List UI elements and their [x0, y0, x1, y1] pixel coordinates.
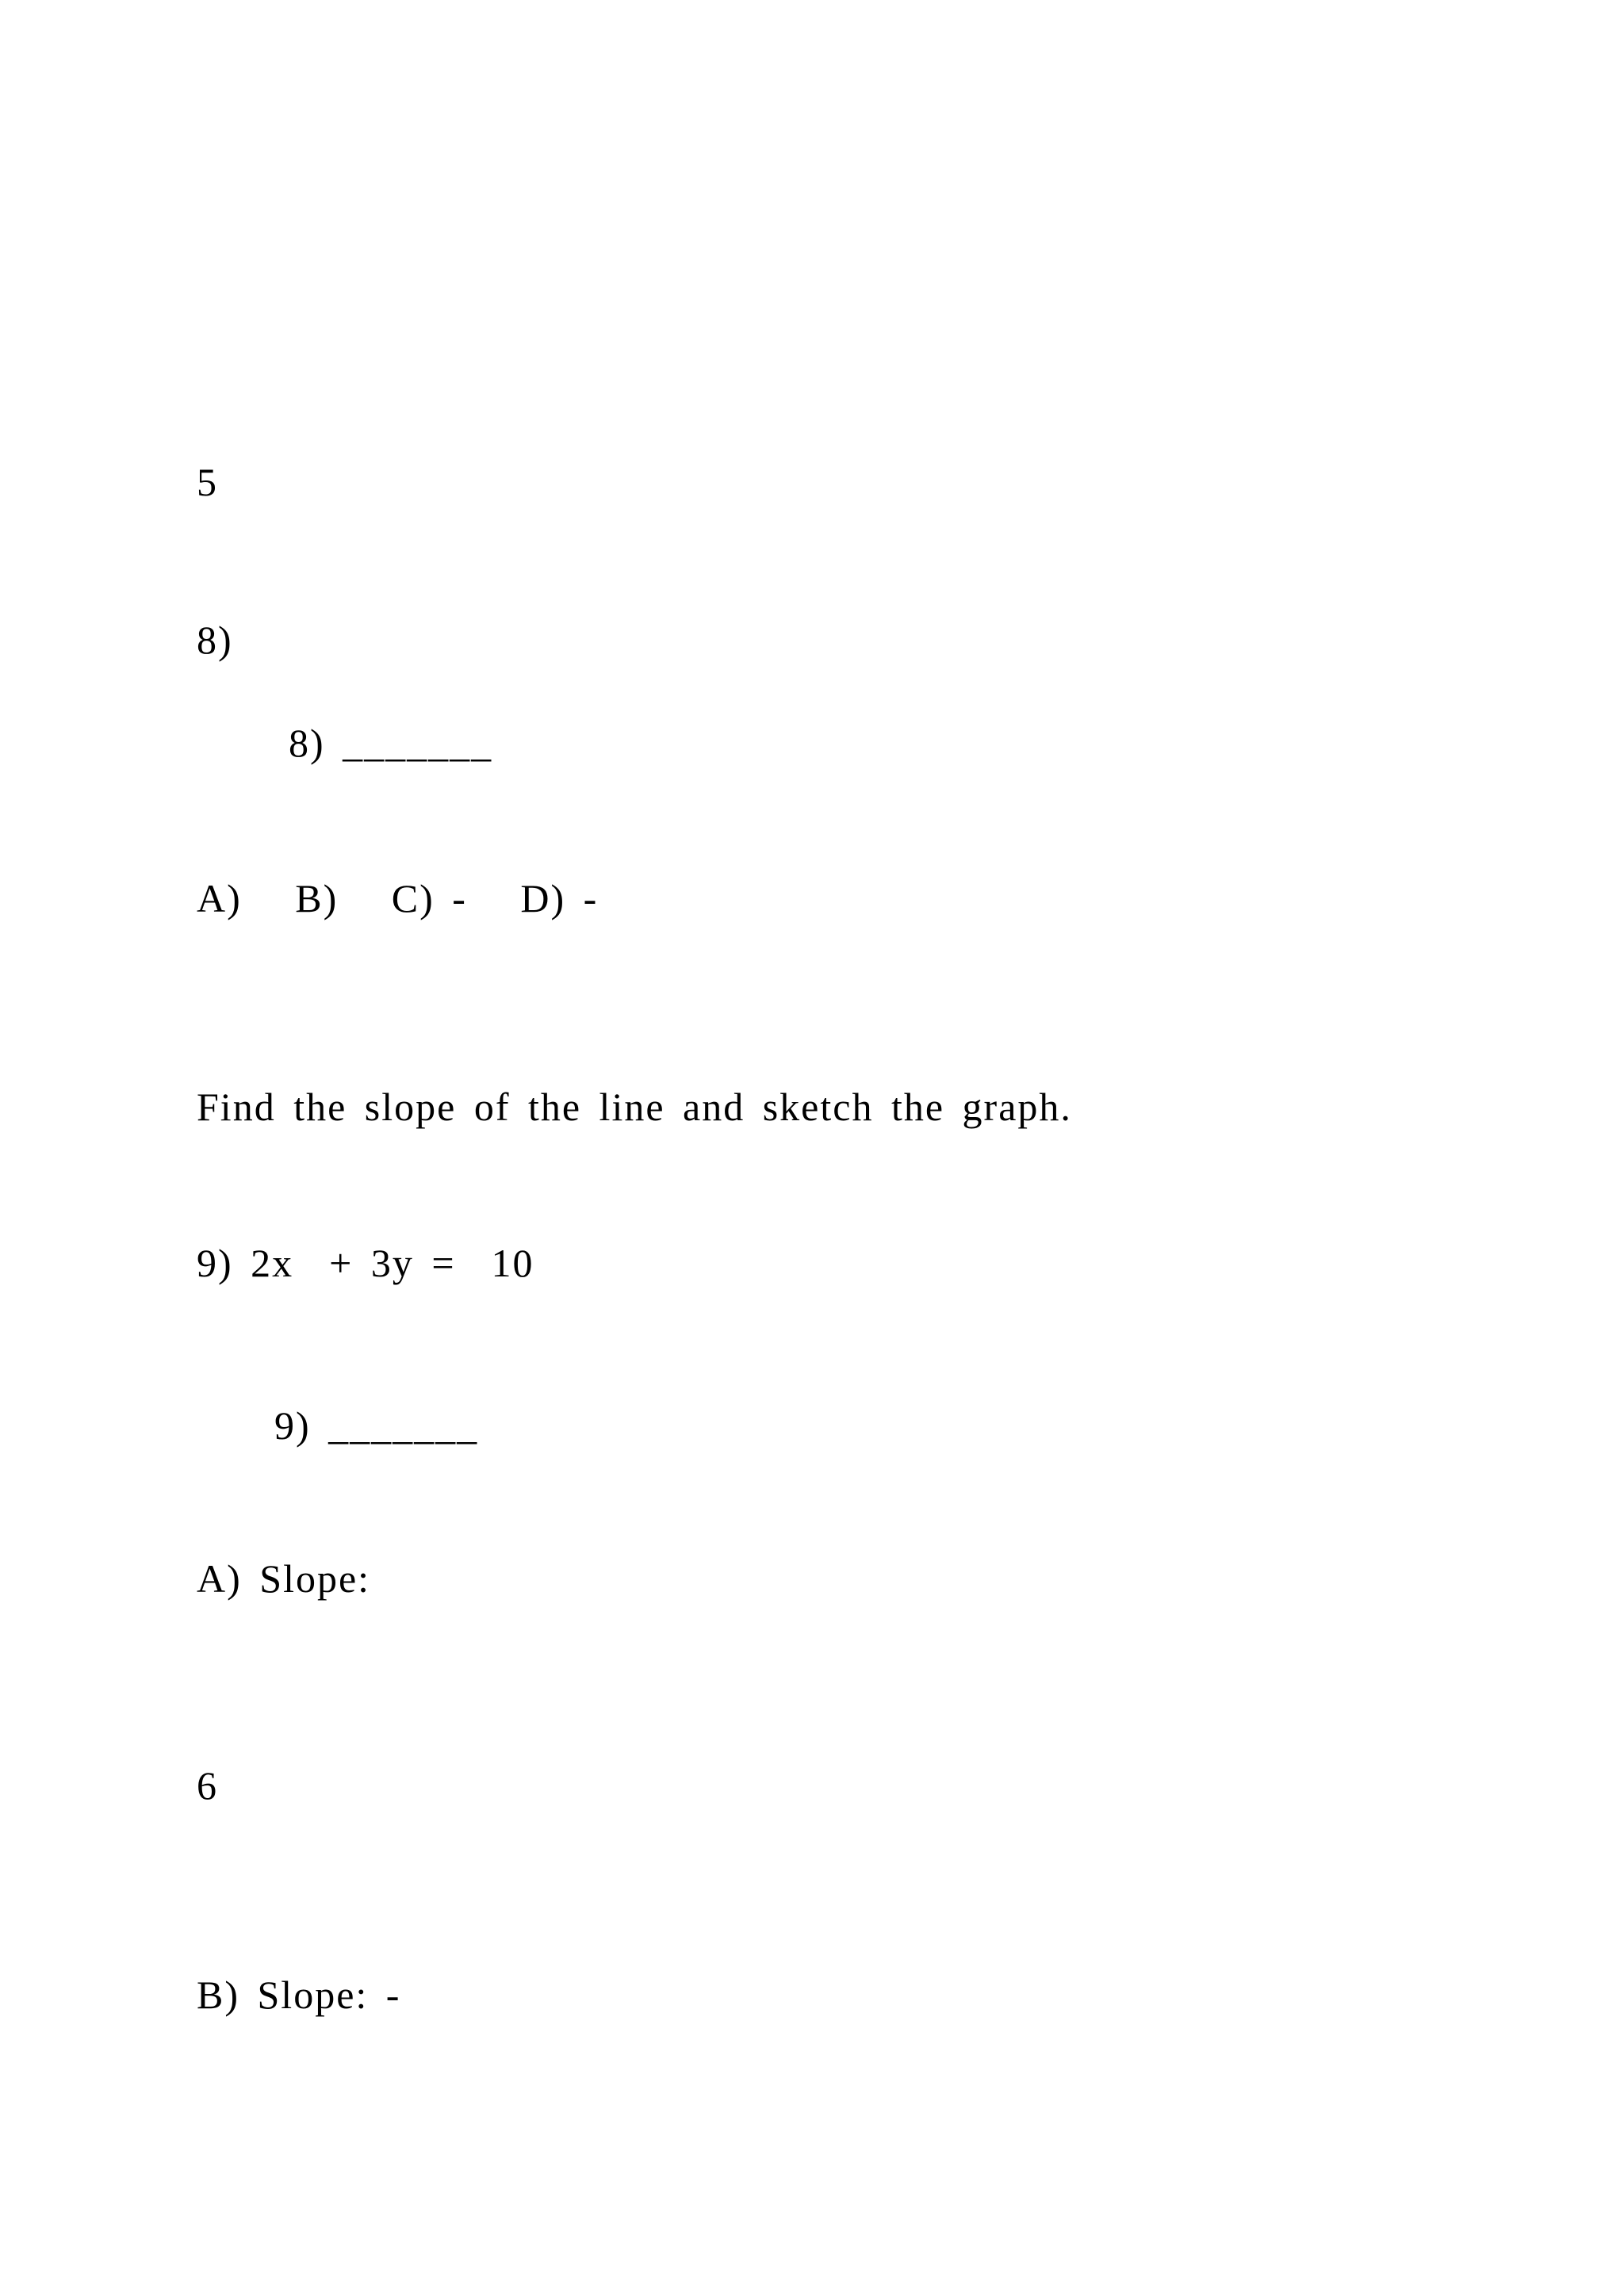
- question-9-answer-blank: 9) _______: [274, 1403, 479, 1448]
- question-8-number: 8): [197, 618, 233, 662]
- page-number: 5: [197, 460, 218, 504]
- instruction-text: Find the slope of the line and sketch the graph.: [197, 1085, 1072, 1129]
- page-number: 6: [197, 1763, 218, 1808]
- question-8-answer-blank: 8) _______: [289, 721, 493, 765]
- question-8-options: A) B) C) - D) -: [197, 876, 599, 920]
- option-a-slope: A) Slope:: [197, 1556, 371, 1601]
- question-9-equation: 9) 2x + 3y = 10: [197, 1241, 534, 1285]
- option-b-slope: B) Slope: -: [197, 1973, 401, 2017]
